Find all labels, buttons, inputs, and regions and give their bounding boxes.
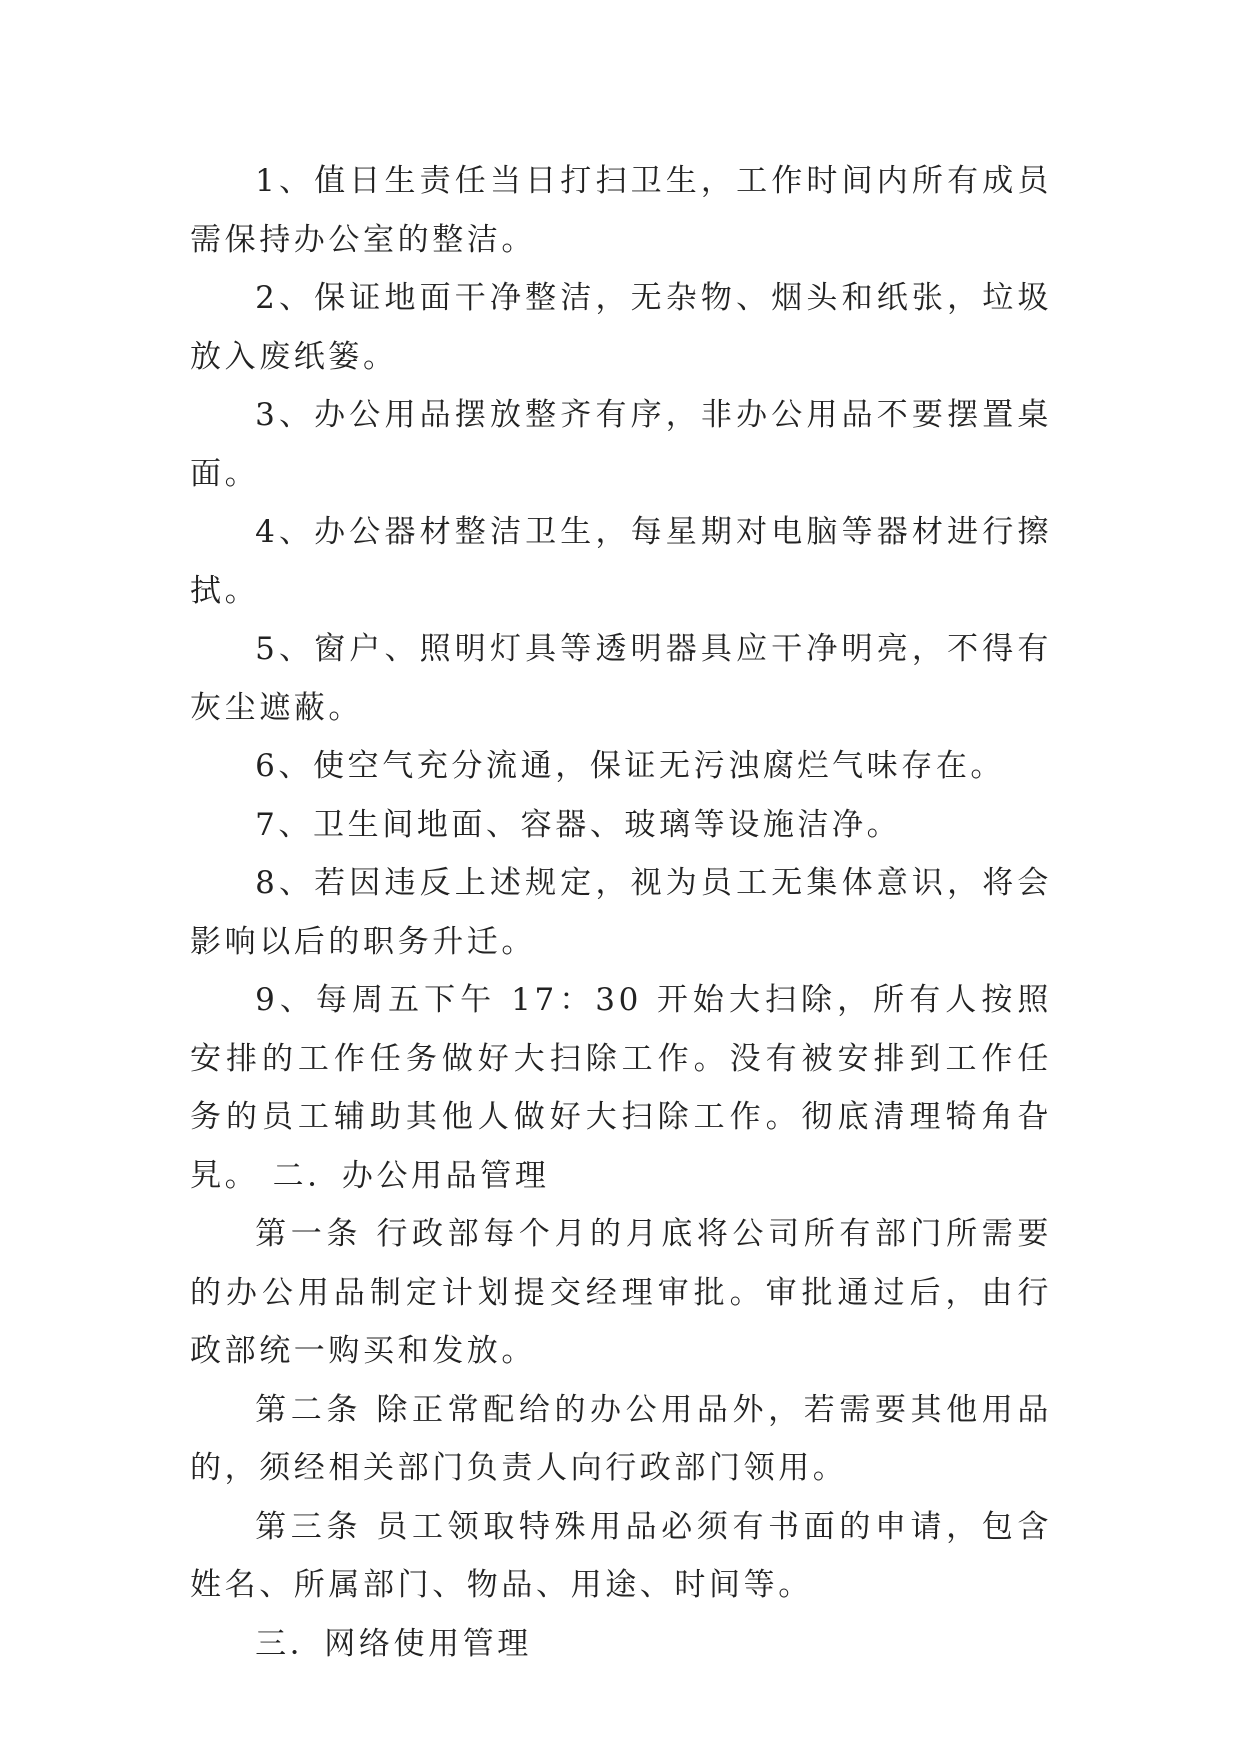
paragraph-8: 8、若因违反上述规定，视为员工无集体意识，将会影响以后的职务升迁。: [190, 865, 1052, 960]
article-2: 第二条 除正常配给的办公用品外，若需要其他用品的，须经相关部门负责人向行政部门领用。: [190, 1391, 1052, 1486]
paragraph-6: 6、使空气充分流通，保证无污浊腐烂气味存在。: [255, 748, 1006, 784]
paragraph-9: 9、每周五下午 17：30 开始大扫除，所有人按照安排的工作任务做好大扫除工作。没有被安排到工作任务的员工辅助其他人做好大扫除工作。彻底清理犄角旮旯。 二．办公用品管理: [190, 982, 1052, 1194]
paragraph-5: 5、窗户、照明灯具等透明器具应干净明亮，不得有灰尘遮蔽。: [190, 631, 1052, 726]
section-heading-network: 三．网络使用管理: [255, 1625, 532, 1662]
paragraph-7: 7、卫生间地面、容器、玻璃等设施洁净。: [255, 806, 902, 843]
document-page: [190, 152, 1052, 1673]
article-1: 第一条 行政部每个月的月底将公司所有部门所需要的办公用品制定计划提交经理审批。审批通过后，由行政部统一购买和发放。: [190, 1216, 1052, 1369]
paragraph-1: 1、值日生责任当日打扫卫生，工作时间内所有成员需保持办公室的整洁。: [190, 163, 1052, 258]
paragraph-3: 3、办公用品摆放整齐有序，非办公用品不要摆置桌面。: [190, 397, 1052, 492]
article-3: 第三条 员工领取特殊用品必须有书面的申请，包含姓名、所属部门、物品、用途、时间等。: [190, 1508, 1052, 1603]
paragraph-4: 4、办公器材整洁卫生，每星期对电脑等器材进行擦拭。: [190, 514, 1052, 609]
paragraph-2: 2、保证地面干净整洁，无杂物、烟头和纸张，垃圾放入废纸篓。: [190, 280, 1052, 375]
